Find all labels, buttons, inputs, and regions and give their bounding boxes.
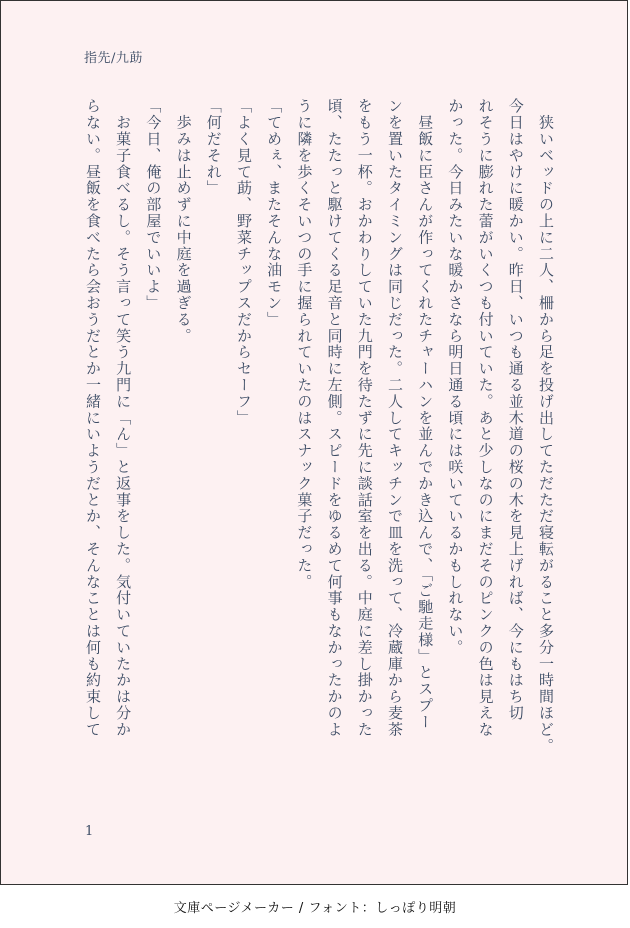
text-line: うに隣を歩くそいつの手に握られていたのはスナック菓子だった。: [295, 98, 314, 590]
text-line: らない。昼飯を食べたら会おうだとか一緒にいようだとか、そんなことは何も約束して: [83, 98, 102, 738]
text-line: 昼飯に臣さんが作ってくれたチャーハンを並んでかき込んで、「ご馳走様」とスプー: [416, 98, 435, 731]
page-number: 1: [85, 824, 94, 839]
text-line: 「てめぇ、またそんな油モン」: [265, 98, 284, 328]
text-line: をもう一杯。おかわりしていた九門を待たずに先に談話室を出る。中庭に差し掛かった: [355, 98, 374, 738]
text-line: 「何だそれ」: [204, 98, 223, 197]
text-line: お菓子食べるし。そう言って笑う九門に「ん」と返事をした。気付いていたかは分か: [114, 98, 133, 738]
text-line: 「よく見て莇、野菜チップスだからセーフ」: [234, 98, 253, 426]
vertical-body-text: [78, 98, 561, 838]
text-line: れそうに膨れた蕾がいくつも付いていた。あと少しなのにまだそのピンクの色は見えな: [476, 98, 495, 738]
text-line: 頃、たたっと駆けてくる足音と同時に左側。スピードをゆるめて何事もなかったかのよ: [325, 98, 344, 738]
text-line: ンを置いたタイミングは同じだった。二人してキッチンで皿を洗って、冷蔵庫から麦茶: [385, 98, 404, 738]
text-line: 「今日、俺の部屋でいいよ」: [144, 98, 163, 312]
text-line: 今日はやけに暖かい。昨日、いつも通る並木道の桜の木を見上げれば、今にもはち切: [506, 98, 525, 722]
page-header-title: 指先/九莇: [84, 51, 143, 66]
footer-credit: 文庫ページメーカー / フォント：しっぽり明朝: [173, 901, 457, 916]
text-line: かった。今日みたいな暖かさなら明日通る頃には咲いているかもしれない。: [446, 98, 465, 656]
text-line: 歩みは止めずに中庭を過ぎる。: [174, 98, 193, 344]
text-line: 狭いベッドの上に二人、柵から足を投げ出してただただ寝転がること多分一時間ほど。: [537, 98, 555, 754]
